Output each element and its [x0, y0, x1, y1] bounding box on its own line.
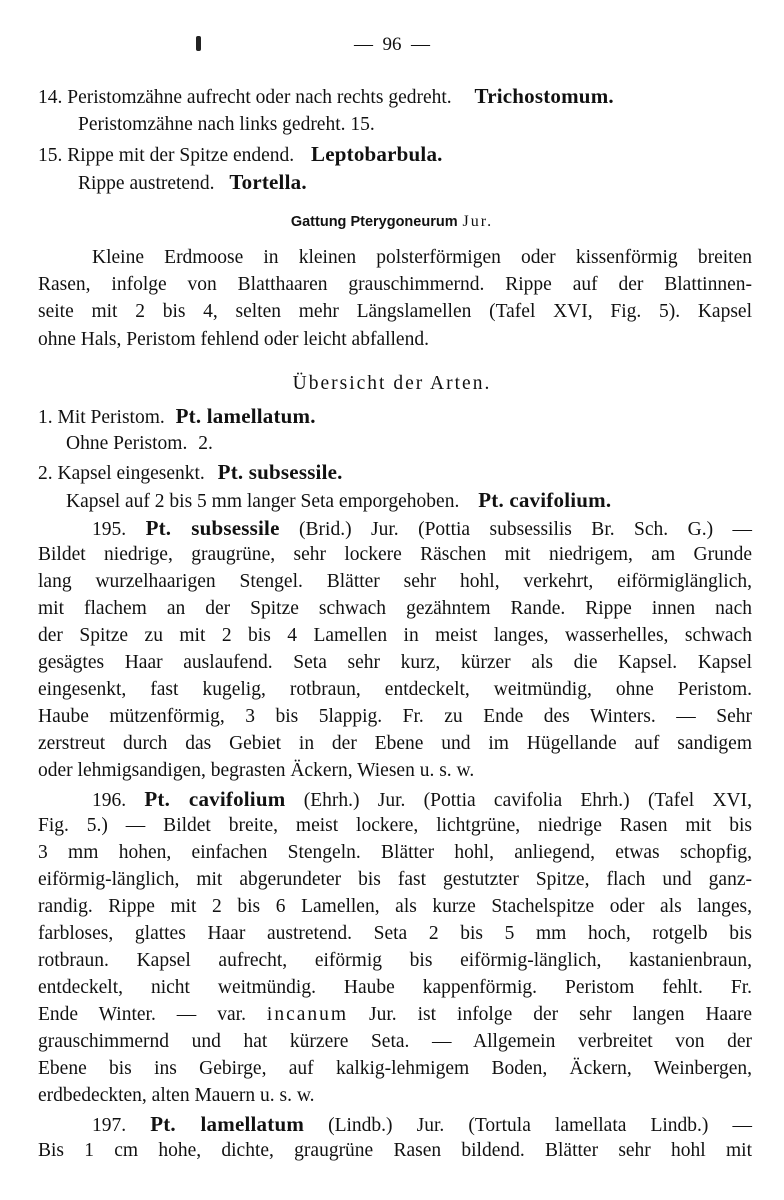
description-line-4: ohne Hals, Peristom fehlend oder leicht abfallend.	[38, 329, 429, 350]
overview-key-1-alt: Ohne Peristom. 2.	[66, 433, 213, 454]
species-195-line: oder lehmigsandigen, begrasten Äckern, Wiesen u. s. w.	[38, 760, 475, 781]
species-195-line: eingesenkt, fast kugelig, rotbraun, entdeckelt, weitmündig, ohne Peristom.	[38, 679, 752, 700]
species-196-line: grauschimmernd und hat kürzere Seta. — Allgemein verbreitet von der	[38, 1031, 752, 1052]
species-195-line: zerstreut durch das Gebiet in der Ebene und im Hügellande auf sandigem	[38, 733, 752, 754]
species-196-line: randig. Rippe mit 2 bis 6 Lamellen, als kurze Stachelspitze oder als langes,	[38, 896, 752, 917]
overview-key-1: 1. Mit Peristom. Pt. lamellatum.	[38, 404, 316, 428]
key-line-14: 14. Peristomzähne aufrecht oder nach rechts gedreht. Trichostomum.	[38, 84, 614, 108]
genus-heading: Gattung Pterygoneurum Jur.	[290, 213, 494, 230]
species-196-heading: 196. Pt. cavifolium (Ehrh.) Jur. (Pottia cavifolia Ehrh.) (Tafel XVI,	[92, 787, 753, 811]
description-line-2: Rasen, infolge von Blatthaaren grauschimmernd. Rippe auf der Blattinnen-	[38, 274, 752, 295]
page-number: 96	[382, 34, 402, 55]
species-195-line: mit flachem an der Spitze schwach gezähntem Rande. Rippe innen nach	[38, 598, 752, 619]
species-195-line: der Spitze zu mit 2 bis 4 Lamellen in meist langes, wasserhelles, schwach	[38, 625, 752, 646]
key-line-15: 15. Rippe mit der Spitze endend. Leptobarbula.	[38, 142, 443, 166]
species-195-heading: 195. Pt. subsessile (Brid.) Jur. (Pottia subsessilis Br. Sch. G.) —	[92, 516, 752, 540]
species-196-line: farbloses, glattes Haar austretend. Seta 2 bis 5 mm hoch, rotgelb bis	[38, 923, 752, 944]
species-196-line: Ebene bis ins Gebirge, auf kalkig-lehmigem Boden, Äckern, Weinbergen,	[38, 1058, 752, 1079]
species-196-line: 3 mm hohen, einfachen Stengeln. Blätter hohl, anliegend, etwas schopfig,	[38, 842, 752, 863]
species-195-line: Haube mützenförmig, 3 bis 5lappig. Fr. zu Ende des Winters. — Sehr	[38, 706, 752, 727]
species-195-line: Bildet niedrige, graugrüne, sehr lockere Räschen mit niedrigem, am Grunde	[38, 544, 752, 565]
species-196-line: eiförmig-länglich, mit abgerundeter bis fast gestutzter Spitze, flach und ganz-	[38, 869, 752, 890]
species-196-line-var: Ende Winter. — var. incanum Jur. ist infolge der sehr langen Haare	[38, 1004, 753, 1025]
species-196-line: Fig. 5.) — Bildet breite, meist lockere, lichtgrüne, niedrige Rasen mit bis	[38, 815, 752, 836]
species-196-line: erdbedeckten, alten Mauern u. s. w.	[38, 1085, 315, 1106]
description-line-1: Kleine Erdmoose in kleinen polsterförmigen oder kissenförmig breiten	[92, 247, 752, 268]
species-196-line: rotbraun. Kapsel aufrecht, eiförmig bis eiförmig-länglich, kastanienbraun,	[38, 950, 752, 971]
species-196-line: entdeckelt, nicht weitmündig. Haube kappenförmig. Peristom fehlt. Fr.	[38, 977, 752, 998]
species-195-line: gesägtes Haar auslaufend. Seta sehr kurz, kürzer als die Kapsel. Kapsel	[38, 652, 752, 673]
species-197-line: Bis 1 cm hohe, dichte, graugrüne Rasen bildend. Blätter sehr hohl mit	[38, 1140, 752, 1161]
species-195-line: lang wurzelhaarigen Stengel. Blätter sehr hohl, verkehrt, eiförmiglänglich,	[38, 571, 752, 592]
page-number-line: — 96 —	[354, 34, 430, 55]
overview-key-2: 2. Kapsel eingesenkt. Pt. subsessile.	[38, 460, 343, 484]
description-line-3: seite mit 2 bis 4, selten mehr Längslamellen (Tafel XVI, Fig. 5). Kapsel	[38, 301, 752, 322]
overview-title: Übersicht der Arten.	[292, 373, 492, 394]
key-line-15-alt: Rippe austretend. Tortella.	[78, 170, 307, 194]
overview-key-2-alt: Kapsel auf 2 bis 5 mm langer Seta emporgehoben. Pt. cavifolium.	[66, 488, 612, 512]
key-line-14-alt: Peristomzähne nach links gedreht. 15.	[78, 114, 375, 135]
species-197-heading: 197. Pt. lamellatum (Lindb.) Jur. (Tortula lamellata Lindb.) —	[92, 1112, 752, 1136]
